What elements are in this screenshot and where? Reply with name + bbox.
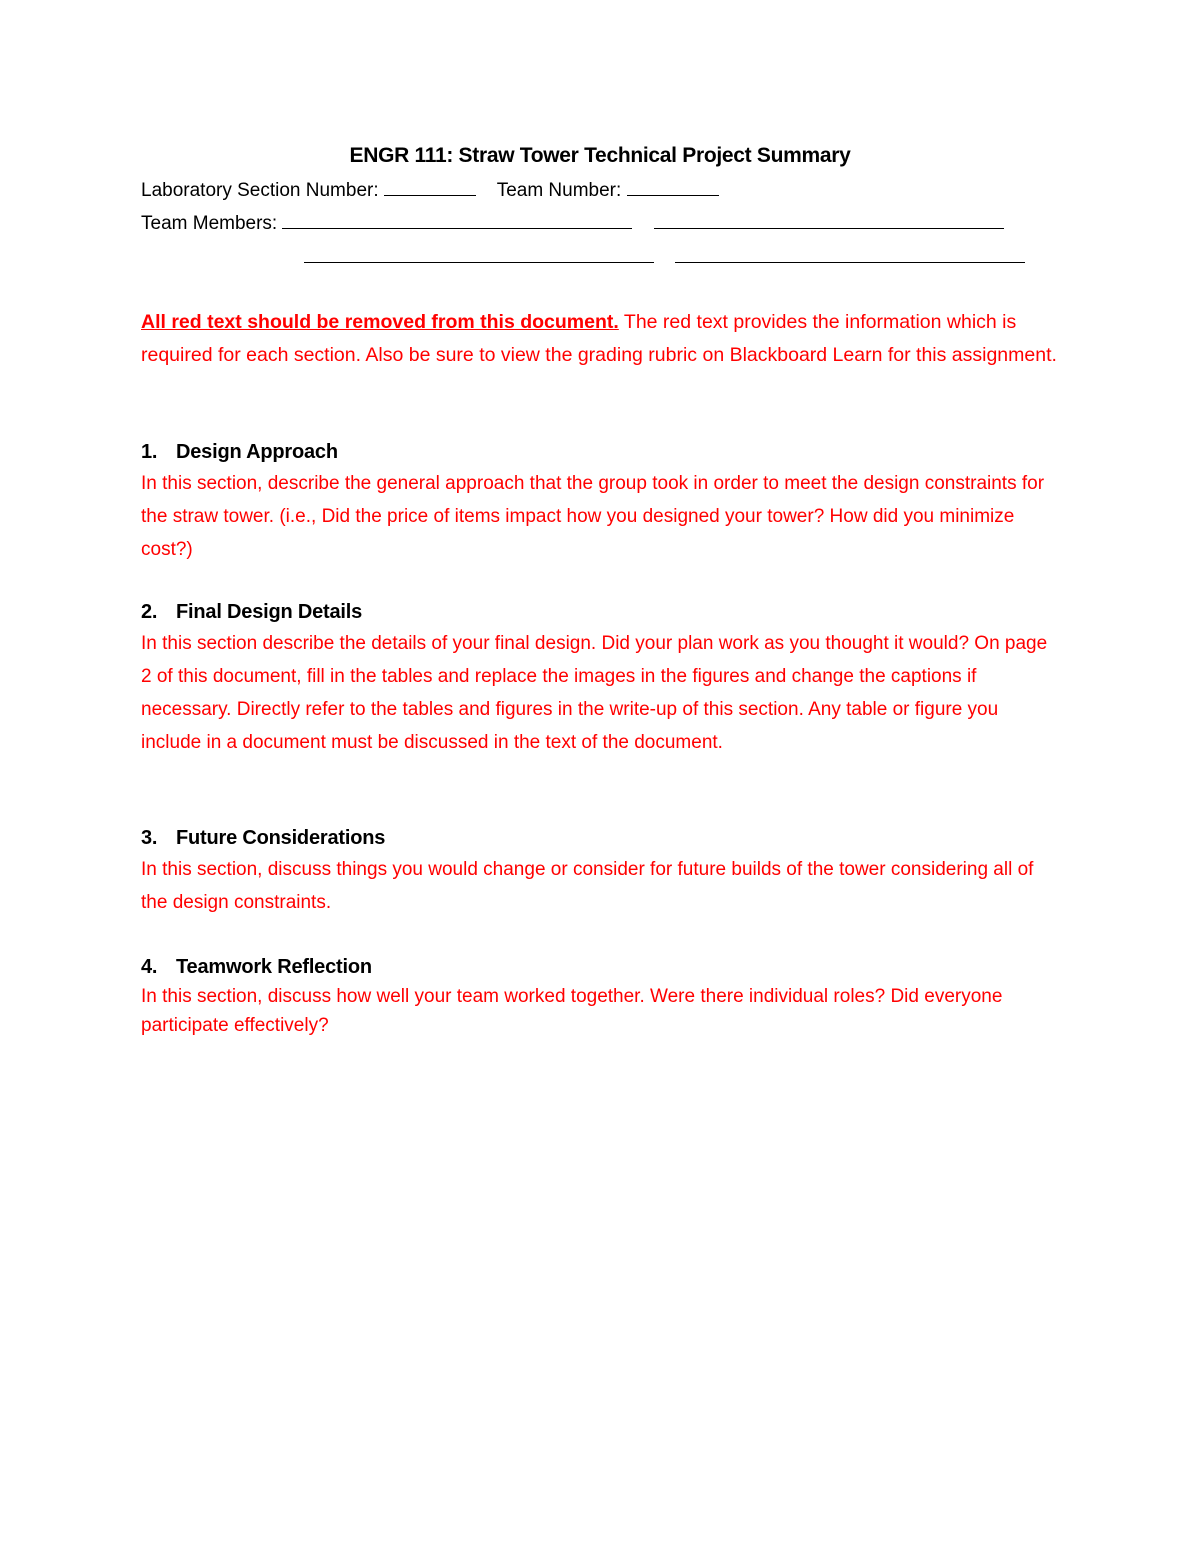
team-number-label: Team Number:	[496, 180, 622, 201]
section-title-4: Teamwork Reflection	[176, 956, 372, 978]
section-heading-2	[141, 598, 362, 626]
section-heading-4	[141, 953, 372, 981]
section-title-2: Final Design Details	[176, 601, 363, 623]
intro-text: The red text provides the information which is required for each section. Also be sure to view the grading rubric on Blackboard Learn for this assignment.	[141, 311, 1057, 366]
section-heading-3	[141, 824, 385, 852]
intro-paragraph	[141, 306, 1061, 372]
section-title-3: Future Considerations	[176, 827, 386, 849]
document-title: ENGR 111: Straw Tower Technical Project Summary	[349, 144, 851, 167]
section-number-3: 3.	[141, 827, 158, 849]
section-body-2: In this section describe the details of your final design. Did your plan work as you thought it would? On page 2 of this document, fill in the tables and replace the images in the figures and change the captions if necessary. Directly refer to the tables and figures in the write-up of this section. Any table or figure you include in a document must be discussed in the text of the document.	[141, 633, 1048, 753]
section-heading-1	[141, 438, 338, 466]
section-body-3: In this section, discuss things you would change or consider for future builds of the tower considering all of the design constraints.	[141, 859, 1034, 913]
section-title-1: Design Approach	[176, 441, 338, 463]
lab-section-line	[141, 177, 719, 204]
team-member-blank-4[interactable]	[675, 244, 1025, 263]
team-members-label: Team Members:	[141, 213, 278, 234]
section-number-4: 4.	[141, 956, 158, 978]
team-number-blank[interactable]	[627, 177, 719, 196]
team-members-line	[141, 210, 1004, 237]
lab-section-blank[interactable]	[384, 177, 476, 196]
team-member-blank-1[interactable]	[282, 210, 632, 229]
section-body-4: In this section, discuss how well your team worked together. Were there individual roles? Did everyone participate effectively?	[141, 986, 1003, 1036]
lab-section-label: Laboratory Section Number:	[141, 180, 379, 201]
section-body-1: In this section, describe the general approach that the group took in order to meet the design constraints for the straw tower. (i.e., Did the price of items impact how you designed your tower? How did you minimize cost?)	[141, 473, 1045, 560]
section-number-1: 1.	[141, 441, 158, 463]
intro-emphasis: All red text should be removed from this document.	[141, 311, 619, 333]
team-members-line-2	[304, 244, 1025, 271]
team-member-blank-2[interactable]	[654, 210, 1004, 229]
team-member-blank-3[interactable]	[304, 244, 654, 263]
section-number-2: 2.	[141, 601, 158, 623]
